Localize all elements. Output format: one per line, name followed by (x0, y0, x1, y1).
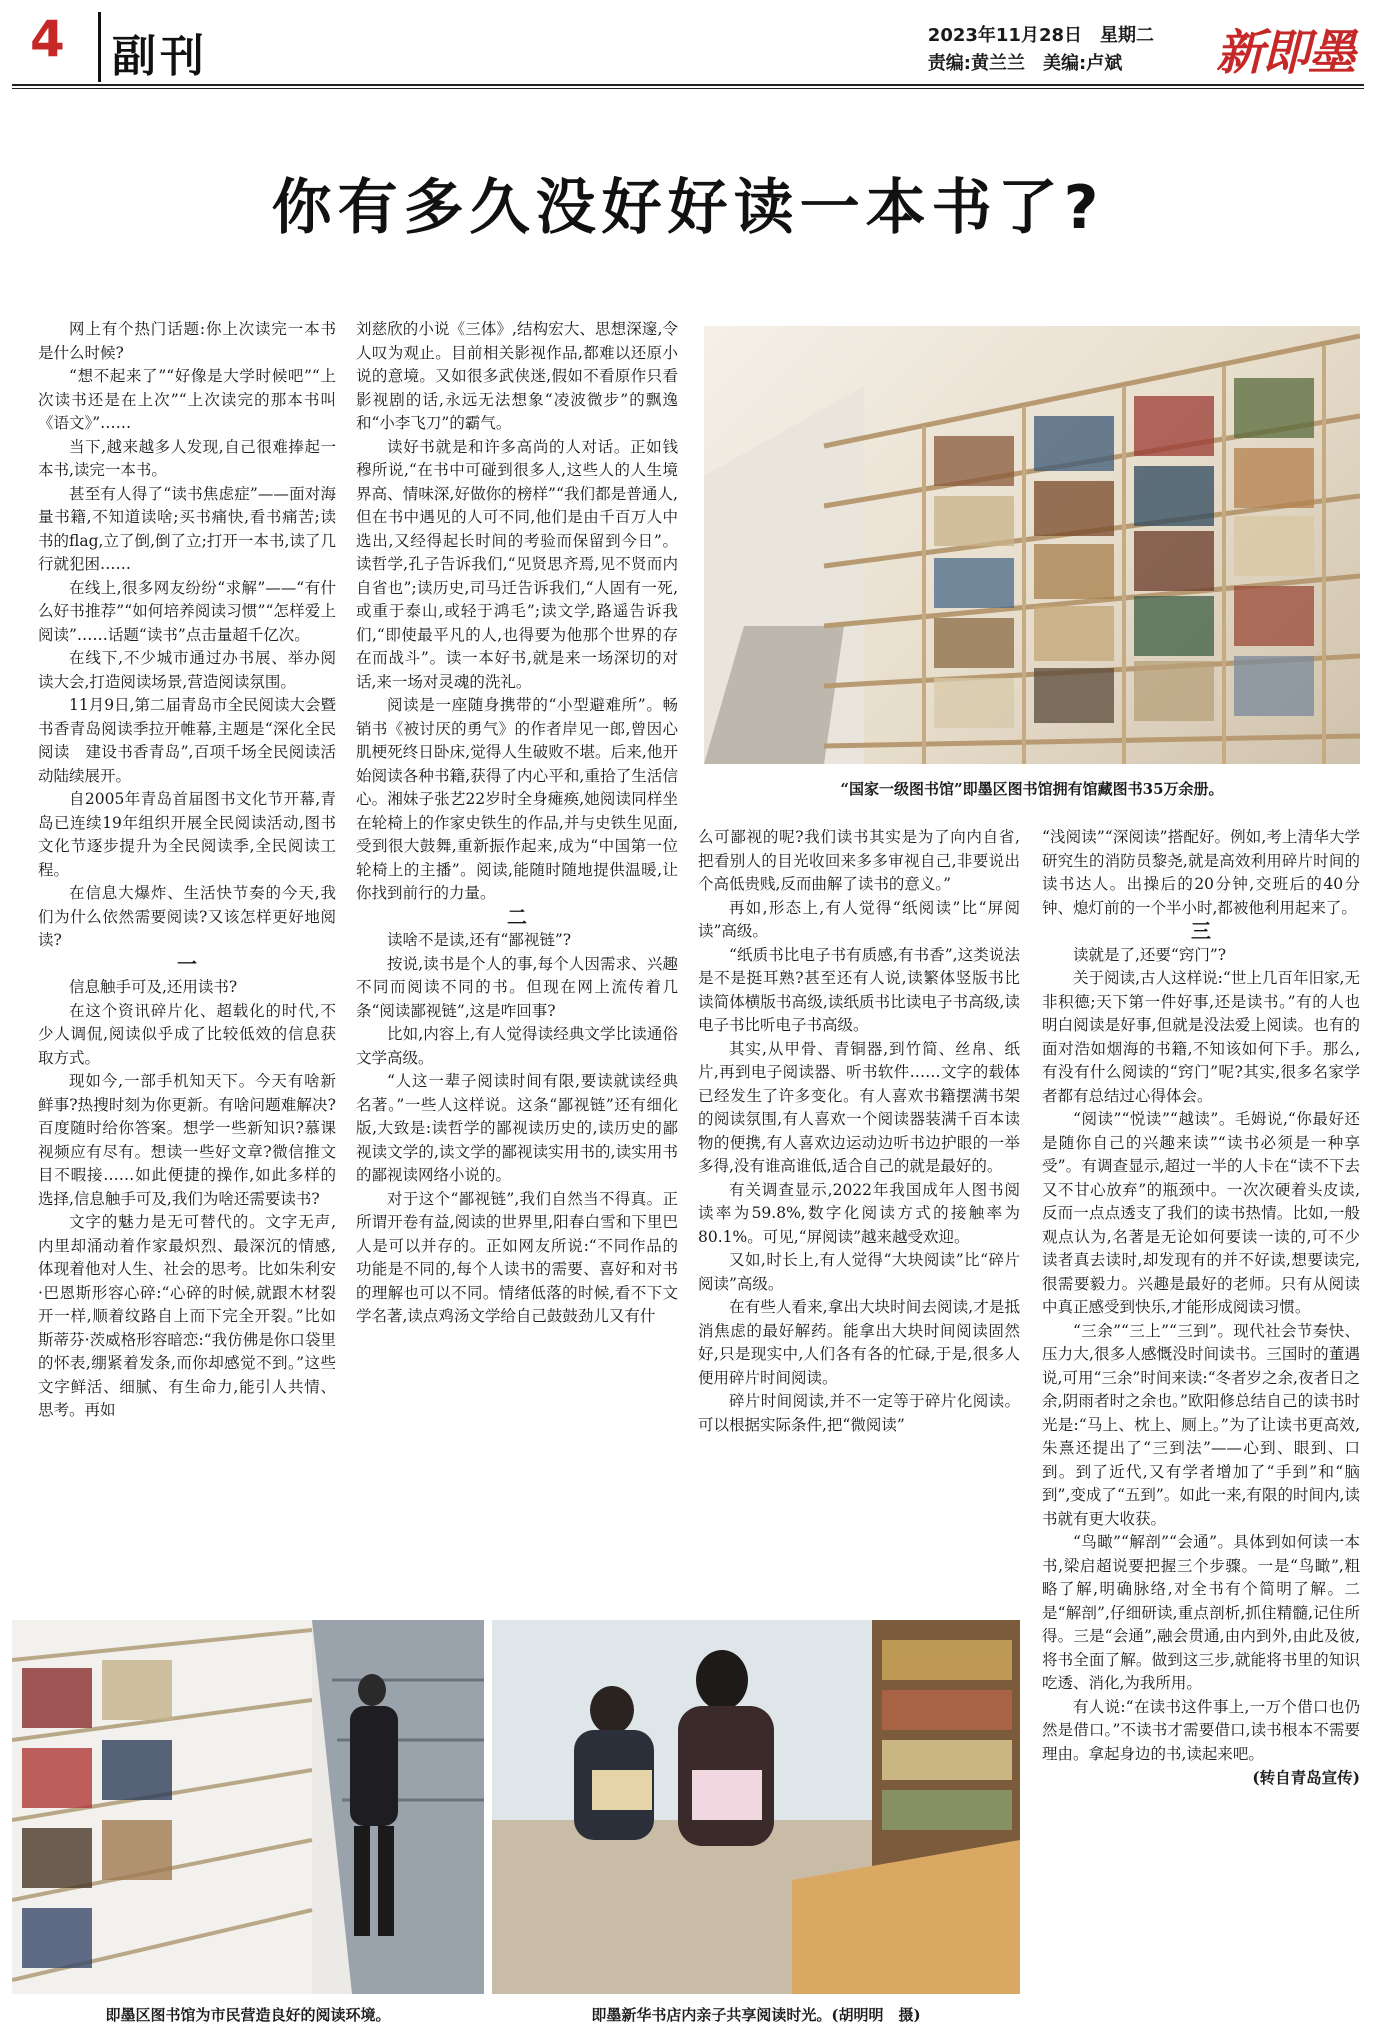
bookstore-family-illustration (492, 1620, 1020, 1994)
bottom-left-caption: 即墨区图书馆为市民营造良好的阅读环境。 (105, 2006, 391, 2024)
masthead-rule (12, 84, 1364, 86)
paragraph: 刘慈欣的小说《三体》,结构宏大、思想深邃,令人叹为观止。目前相关影视作品,都难以还原小说的意境。又如很多武侠迷,假如不看原作只看影视剧的话,永远无法想象“凌波微步”的飘逸和“小李飞刀”的霸气。 (356, 320, 678, 432)
paragraph: 11月9日,第二届青岛市全民阅读大会暨书香青岛阅读季拉开帷幕,主题是“深化全民阅读 建设书香青岛”,百项千场全民阅读活动陆续展开。 (38, 696, 337, 785)
paragraph: 对于这个“鄙视链”,我们自然当不得真。正所谓开卷有益,阅读的世界里,阳春白雪和下里巴人是可以并存的。正如网友所说:“不同作品的功能是不同的,每个人读书的需要、喜好和对书的理解也可以不同。情绪低落的时候,看不下文学名著,读点鸡汤文学给自己鼓鼓劲儿又有什 (356, 1189, 678, 1325)
library-reader-photo (12, 1620, 484, 1994)
column-3 (698, 826, 1020, 1437)
column-1 (38, 318, 336, 1423)
editors-credit: 责编:黄兰兰 美编:卢斌 (927, 53, 1123, 74)
paragraph: 有人说:“在读书这件事上,一万个借口也仍然是借口。”不读书才需要借口,读书根本不需要理由。拿起身边的书,读起来吧。 (1042, 1697, 1360, 1763)
bottom-right-caption: 即墨新华书店内亲子共享阅读时光。(胡明明 摄) (591, 2006, 921, 2024)
section-name: 副刊 (112, 31, 208, 82)
library-shelves-photo (704, 326, 1360, 764)
column-4 (1042, 826, 1360, 1790)
section-heading-1: 一 (177, 951, 197, 976)
paragraph: “三余”“三上”“三到”。现代社会节奏快、压力大,很多人感慨没时间读书。三国时的董遇说,可用“三余”时间来读:“冬者岁之余,夜者日之余,阴雨者时之余也。”欧阳修总结自己的读书时光是:“马上、枕上、厕上。”为了让读书更高效,朱熹还提出了“三到法”——心到、眼到、口到。到了近代,又有学者增加了“手到”和“脑到”,变成了“五到”。如此一来,有限的时间内,读书就有更大收获。 (1042, 1321, 1360, 1528)
page-number: 4 (30, 10, 65, 68)
paragraph: 在线下,不少城市通过办书展、举办阅读大会,打造阅读场景,营造阅读氛围。 (38, 649, 336, 691)
paragraph: 碎片时间阅读,并不一定等于碎片化阅读。可以根据实际条件,把“微阅读” (698, 1392, 1020, 1434)
paragraph: 又如,时长上,有人觉得“大块阅读”比“碎片阅读”高级。 (698, 1251, 1020, 1293)
paragraph: 当下,越来越多人发现,自己很难捧起一本书,读完一本书。 (38, 437, 336, 479)
section-heading-3: 三 (1191, 919, 1211, 943)
issue-date: 2023年11月28日 星期二 (927, 25, 1154, 46)
paragraph: “人这一辈子阅读时间有限,要读就读经典名著。”一些人这样说。这条“鄙视链”还有细化版,大致是:读哲学的鄙视读历史的,读历史的鄙视读文学的,读文学的鄙视读实用书的,读实用书的鄙视读网络小说的。 (356, 1072, 678, 1184)
paragraph: 在这个资讯碎片化、超载化的时代,不少人调侃,阅读似乎成了比较低效的信息获取方式。 (38, 1001, 336, 1067)
paragraph: 在有些人看来,拿出大块时间去阅读,才是抵消焦虑的最好解药。能拿出大块时间阅读固然好,只是现实中,人们各有各的忙碌,于是,很多人便用碎片时间阅读。 (698, 1298, 1020, 1387)
paragraph: 在信息大爆炸、生活快节奏的今天,我们为什么依然需要阅读?又该怎样更好地阅读? (38, 884, 336, 949)
paragraph: 在线上,很多网友纷纷“求解”——“有什么好书推荐”“如何培养阅读习惯”“怎样爱上阅读”……话题“读书”点击量超千亿次。 (38, 578, 336, 644)
paragraph: 信息触手可及,还用读书? (69, 978, 238, 996)
paragraph: 比如,内容上,有人觉得读经典文学比读通俗文学高级。 (356, 1025, 678, 1067)
section-heading-2: 二 (507, 904, 527, 929)
paragraph: 么可鄙视的呢?我们读书其实是为了向内自省,把看别人的目光收回来多多审视自己,非要说出个高低贵贱,反而曲解了读书的意义。” (698, 828, 1020, 893)
paragraph: 现如今,一部手机知天下。今天有啥新鲜事?热搜时刻为你更新。有啥问题难解决?百度随时给你答案。想学一些新知识?慕课视频应有尽有。想读一些好文章?微信推文目不暇接……如此便捷的操作,如此多样的选择,信息触手可及,我们为啥还需要读书? (38, 1072, 336, 1208)
paragraph: 自2005年青岛首届图书文化节开幕,青岛已连续19年组织开展全民阅读活动,图书文化节逐步提升为全民阅读季,全民阅读工程。 (38, 790, 336, 879)
paragraph: 读好书就是和许多高尚的人对话。正如钱穆所说,“在书中可碰到很多人,这些人的人生境界高、情味深,好做你的榜样”“我们都是普通人,但在书中遇见的人可不同,他们是由千百万人中选出,又经得起长时间的考验而保留到今日”。读哲学,孔子告诉我们,“见贤思齐焉,见不贤而内自省也”;读历史,司马迁告诉我们,“人固有一死,或重于泰山,或轻于鸿毛”;读文学,路遥告诉我们,“即使最平凡的人,也得要为他那个世界的存在而战斗”。读一本好书,就是来一场深切的对话,来一场对灵魂的洗礼。 (356, 437, 678, 691)
paragraph: 有关调查显示,2022年我国成年人图书阅读率为59.8%,数字化阅读方式的接触率为80.1%。可见,“屏阅读”越来越受欢迎。 (698, 1180, 1020, 1246)
paragraph: 甚至有人得了“读书焦虑症”——面对海量书籍,不知道读啥;买书痛快,看书痛苦;读书的flag,立了倒,倒了立;打开一本书,读了几行就犯困…… (38, 484, 336, 573)
paragraph: “想不起来了”“好像是大学时候吧”“上次读书还是在上次”“上次读完的那本书叫《语文》”…… (38, 367, 336, 432)
bookstore-family-photo (492, 1620, 1020, 1994)
masthead-rule-thin (12, 88, 1364, 89)
paragraph: 其实,从甲骨、青铜器,到竹简、丝帛、纸片,再到电子阅读器、听书软件……文字的载体已经发生了许多变化。有人喜欢书籍摆满书架的阅读氛围,有人喜欢一个阅读器装满千百本读物的便携,有人喜欢边运动边听书边护眼的一举多得,没有谁高谁低,适合自己的就是最好的。 (698, 1039, 1020, 1175)
top-photo-caption: “国家一级图书馆”即墨区图书馆拥有馆藏图书35万余册。 (840, 780, 1224, 798)
library-reader-illustration (12, 1620, 484, 1994)
masthead-divider (98, 12, 101, 82)
paragraph: 文字的魅力是无可替代的。文字无声,内里却涌动着作家最炽烈、最深沉的情感,体现着他对人生、社会的思考。比如朱利安·巴恩斯形容心碎:“心碎的时候,就跟木材裂开一样,顺着纹路自上而下完全开裂。”比如斯蒂芬·茨威格形容暗恋:“我仿佛是你口袋里的怀表,绷紧着发条,而你却感觉不到。”这些文字鲜活、细腻、有生命力,能引人共情、思考。再如 (38, 1213, 336, 1419)
newspaper-logo: 新即墨 (1215, 25, 1354, 81)
column-2 (356, 318, 678, 1329)
source-credit: (转自青岛宣传) (1252, 1768, 1360, 1787)
dateline (928, 22, 1154, 78)
paragraph: 读就是了,还要“窍门”? (1073, 945, 1227, 964)
article-headline: 你有多久没好好读一本书了? (271, 173, 1105, 243)
paragraph: “纸质书比电子书有质感,有书香”,这类说法是不是挺耳熟?甚至还有人说,读繁体竖版书比读简体横版书高级,读纸质书比读电子书高级,读电子书比听电子书高级。 (698, 945, 1020, 1034)
paragraph: 关于阅读,古人这样说:“世上几百年旧家,无非积德;天下第一件好事,还是读书。”有的人也明白阅读是好事,但就是没法爱上阅读。也有的面对浩如烟海的书籍,不知该如何下手。那么,有没有什么阅读的“窍门”呢?其实,很多名家学者都有总结过心得体会。 (1042, 969, 1360, 1105)
paragraph: 网上有个热门话题:你上次读完一本书是什么时候? (38, 320, 336, 362)
paragraph: 再如,形态上,有人觉得“纸阅读”比“屏阅读”高级。 (698, 898, 1020, 940)
bookshelf-illustration (704, 326, 1360, 764)
masthead (12, 6, 1364, 86)
paragraph: 阅读是一座随身携带的“小型避难所”。畅销书《被讨厌的勇气》的作者岸见一郎,曾因心肌梗死终日卧床,觉得人生破败不堪。后来,他开始阅读各种书籍,获得了内心平和,重拾了生活信心。湘妹子张艺22岁时全身瘫痪,她阅读同样坐在轮椅上的作家史铁生的作品,并与史铁生见面,受到很大鼓舞,重新振作起来,成为“中国第一位轮椅上的主播”。阅读,能随时随地提供温暖,让你找到前行的力量。 (356, 696, 678, 902)
paragraph: 读啥不是读,还有“鄙视链”? (387, 931, 572, 949)
paragraph: “浅阅读”“深阅读”搭配好。例如,考上清华大学研究生的消防员黎尧,就是高效利用碎片时间的读书达人。出操后的20分钟,交班后的40分钟、熄灯前的一个半小时,都被他利用起来了。 (1042, 828, 1360, 917)
paragraph: “鸟瞰”“解剖”“会通”。具体到如何读一本书,梁启超说要把握三个步骤。一是“鸟瞰”,粗略了解,明确脉络,对全书有个简明了解。二是“解剖”,仔细研读,重点剖析,抓住精髓,记住所得。三是“会通”,融会贯通,由内到外,由此及彼,将书全面了解。做到这三步,就能将书里的知识吃透、消化,为我所用。 (1042, 1533, 1360, 1692)
paragraph: 按说,读书是个人的事,每个人因需求、兴趣不同而阅读不同的书。但现在网上流传着几条“阅读鄙视链”,这是咋回事? (356, 954, 678, 1020)
paragraph: “阅读”“悦读”“越读”。毛姆说,“你最好还是随你自己的兴趣来读”“读书必须是一种享受”。有调查显示,超过一半的人卡在“读不下去又不甘心放弃”的瓶颈中。一次次硬着头皮读,反而一点点透支了我们的读书热情。比如,一般观点认为,名著是无论如何要读一读的,可不少读者真去读时,却发现有的并不好读,想要读完,很需要毅力。兴趣是最好的老师。只有从阅读中真正感受到快乐,才能形成阅读习惯。 (1042, 1110, 1360, 1316)
